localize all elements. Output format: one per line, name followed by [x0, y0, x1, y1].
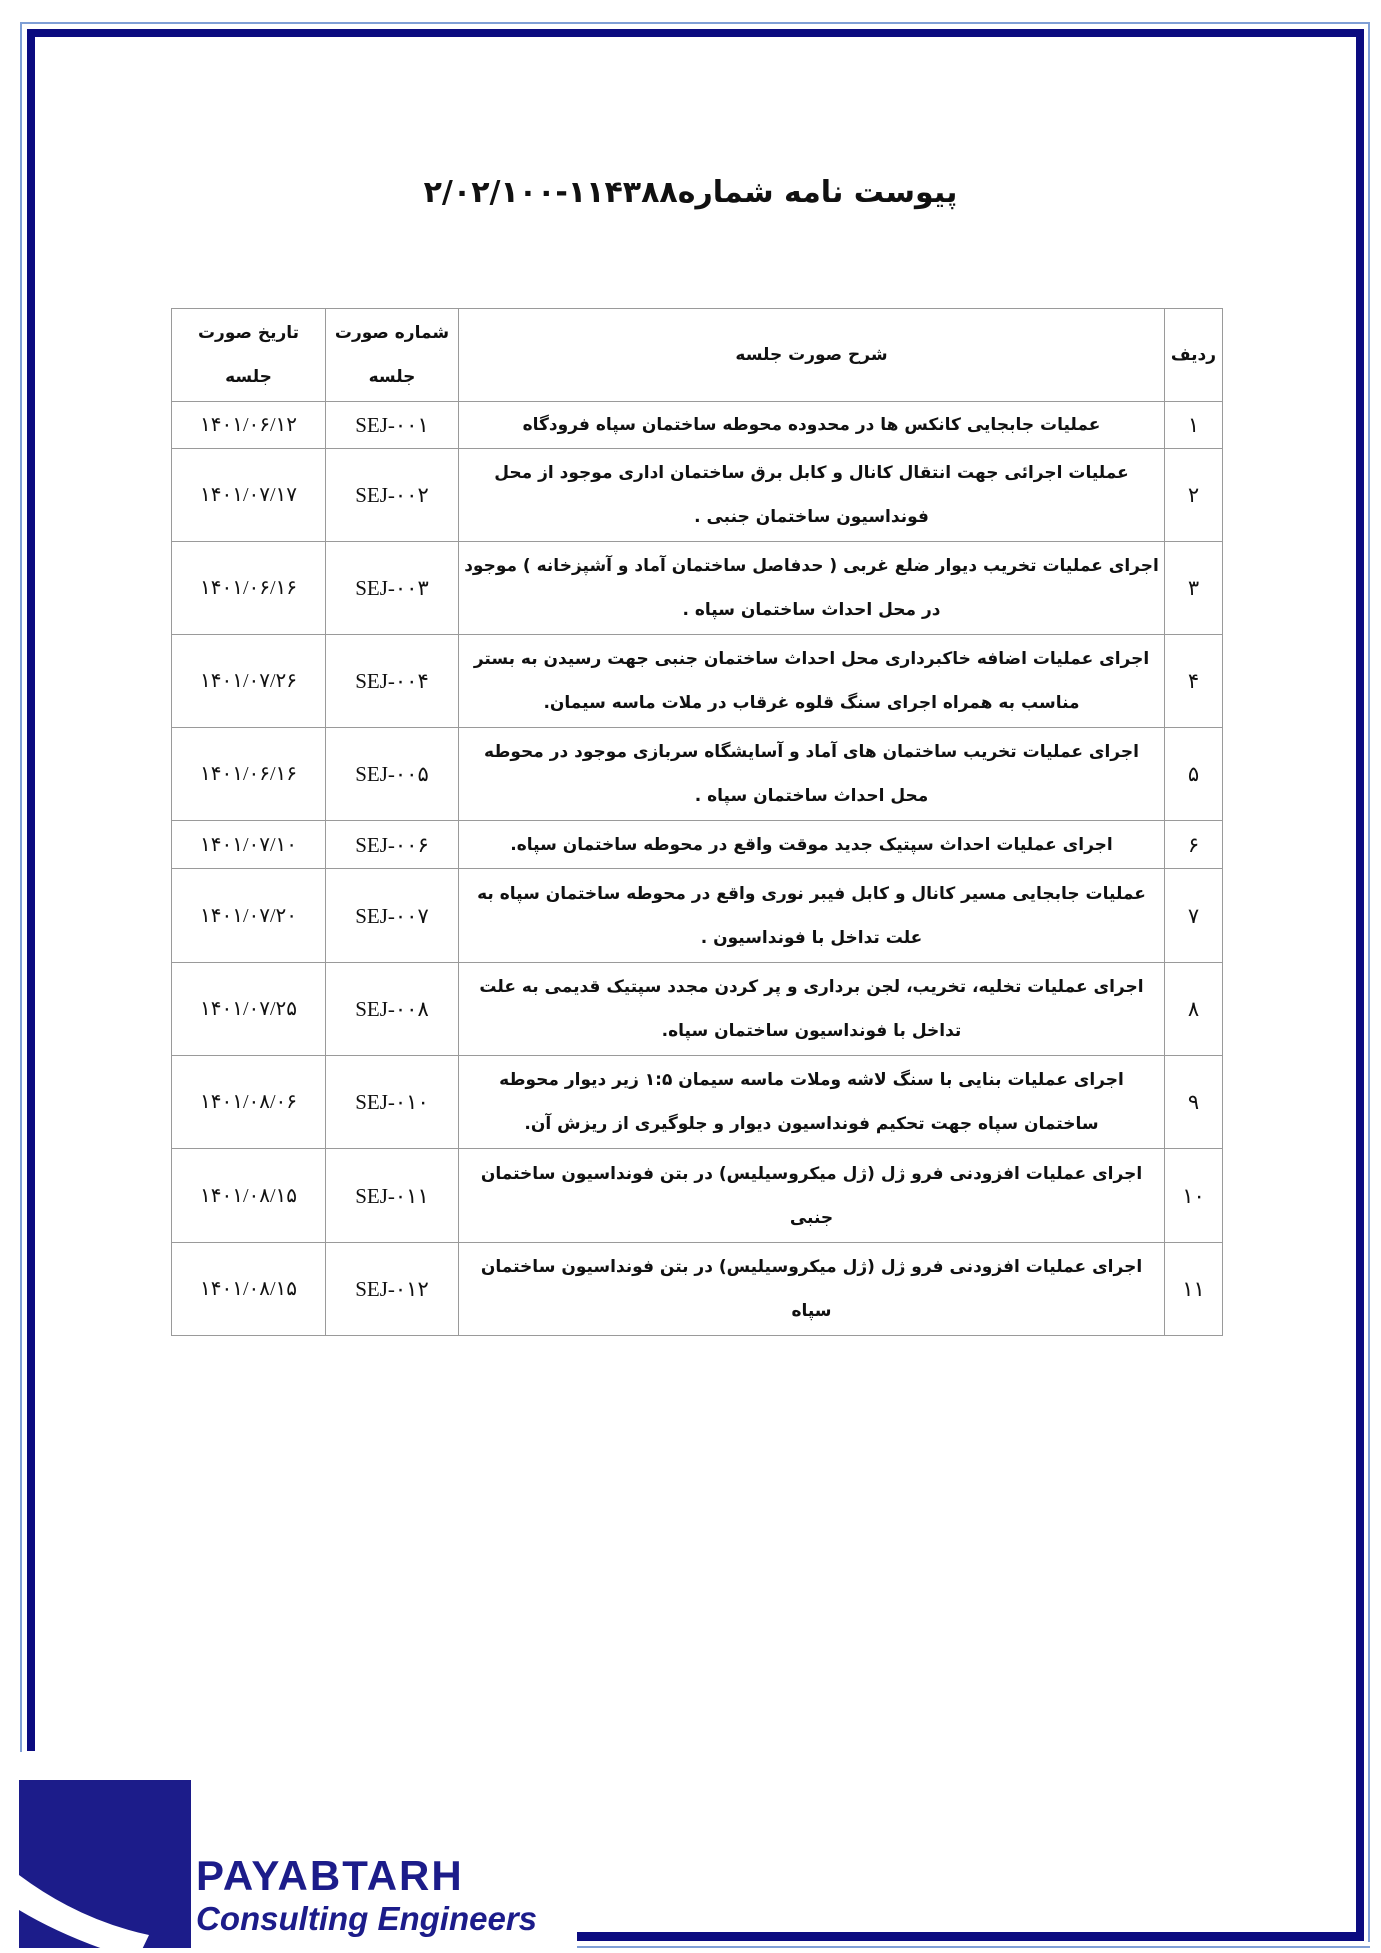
row-minutes-number: SEJ-۰۰۴ [326, 635, 459, 728]
row-number: ۴ [1165, 635, 1223, 728]
table-row [172, 635, 1223, 728]
row-date: ۱۴۰۱/۰۷/۲۵ [172, 963, 326, 1056]
row-minutes-number: SEJ-۰۱۲ [326, 1243, 459, 1336]
row-minutes-number: SEJ-۰۰۵ [326, 728, 459, 821]
row-date: ۱۴۰۱/۰۶/۱۲ [172, 402, 326, 449]
row-description: اجرای عملیات تخریب ساختمان های آماد و آسایشگاه سربازی موجود در محوطه محل احداث ساختمان سپاه . [459, 728, 1165, 821]
row-number: ۶ [1165, 821, 1223, 869]
row-number: ۲ [1165, 449, 1223, 542]
header-description: شرح صورت جلسه [459, 309, 1165, 402]
table-row [172, 963, 1223, 1056]
page-title: پیوست نامه شماره۱۱۴۳۸۸-۲/۰۲/۱۰۰ [423, 175, 958, 210]
row-date: ۱۴۰۱/۰۸/۱۵ [172, 1149, 326, 1243]
row-minutes-number: SEJ-۰۰۲ [326, 449, 459, 542]
row-minutes-number: SEJ-۰۰۷ [326, 869, 459, 963]
row-number: ۱۱ [1165, 1243, 1223, 1336]
row-date: ۱۴۰۱/۰۷/۲۰ [172, 869, 326, 963]
row-minutes-number: SEJ-۰۱۱ [326, 1149, 459, 1243]
row-description: عملیات اجرائی جهت انتقال کانال و کابل برق ساختمان اداری موجود از محل فونداسیون ساختمان جنبی . [459, 449, 1165, 542]
table-row [172, 821, 1223, 869]
row-date: ۱۴۰۱/۰۸/۰۶ [172, 1056, 326, 1149]
row-number: ۳ [1165, 542, 1223, 635]
table-row [172, 1056, 1223, 1149]
row-number: ۱۰ [1165, 1149, 1223, 1243]
company-tagline: Consulting Engineers [196, 1900, 538, 1937]
logo-swoosh-icon [19, 1780, 191, 1948]
table-row [172, 402, 1223, 449]
header-number: شماره صورت جلسه [326, 309, 459, 402]
frame-left [27, 29, 35, 1751]
minutes-table [171, 308, 1223, 1336]
row-date: ۱۴۰۱/۰۶/۱۶ [172, 542, 326, 635]
table-row [172, 542, 1223, 635]
row-description: اجرای عملیات افزودنی فرو ژل (ژل میکروسیلیس) در بتن فونداسیون ساختمان جنبی [459, 1149, 1165, 1243]
frame-bottom-thin [577, 1946, 1370, 1948]
frame-right [1356, 29, 1364, 1941]
row-date: ۱۴۰۱/۰۷/۱۰ [172, 821, 326, 869]
row-description: اجرای عملیات اضافه خاکبرداری محل احداث ساختمان جنبی جهت رسیدن به بستر مناسب به همراه اجرای سنگ قلوه غرقاب در ملات ماسه سیمان. [459, 635, 1165, 728]
company-name: PAYABTARH [196, 1852, 464, 1899]
row-number: ۱ [1165, 402, 1223, 449]
table-header-row [172, 309, 1223, 402]
table-row [172, 869, 1223, 963]
frame-bottom [577, 1932, 1364, 1941]
row-description: اجرای عملیات بنایی با سنگ لاشه وملات ماسه سیمان ۱:۵ زیر دیوار محوطه ساختمان سپاه جهت تحکیم فونداسیون دیوار و جلوگیری از ریزش آن. [459, 1056, 1165, 1149]
row-description: عملیات جابجایی مسیر کانال و کابل فیبر نوری واقع در محوطه ساختمان سپاه به علت تداخل با فونداسیون . [459, 869, 1165, 963]
company-logo [19, 1780, 191, 1948]
table-row [172, 1243, 1223, 1336]
frame-left-thin [20, 22, 22, 1752]
table-row [172, 1149, 1223, 1243]
row-minutes-number: SEJ-۰۱۰ [326, 1056, 459, 1149]
row-number: ۹ [1165, 1056, 1223, 1149]
row-date: ۱۴۰۱/۰۸/۱۵ [172, 1243, 326, 1336]
row-date: ۱۴۰۱/۰۷/۲۶ [172, 635, 326, 728]
table-row [172, 728, 1223, 821]
table-row [172, 449, 1223, 542]
row-number: ۷ [1165, 869, 1223, 963]
header-date: تاریخ صورت جلسه [172, 309, 326, 402]
header-row-no: ردیف [1165, 309, 1223, 402]
row-description: اجرای عملیات تخلیه، تخریب، لجن برداری و پر کردن مجدد سپتیک قدیمی به علت تداخل با فونداسیون ساختمان سپاه. [459, 963, 1165, 1056]
row-date: ۱۴۰۱/۰۶/۱۶ [172, 728, 326, 821]
row-minutes-number: SEJ-۰۰۶ [326, 821, 459, 869]
row-description: عملیات جابجایی کانکس ها در محدوده محوطه ساختمان سپاه فرودگاه [459, 402, 1165, 449]
row-minutes-number: SEJ-۰۰۳ [326, 542, 459, 635]
row-description: اجرای عملیات افزودنی فرو ژل (ژل میکروسیلیس) در بتن فونداسیون ساختمان سپاه [459, 1243, 1165, 1336]
row-description: اجرای عملیات تخریب دیوار ضلع غربی ( حدفاصل ساختمان آماد و آشپزخانه ) موجود در محل احداث ساختمان سپاه . [459, 542, 1165, 635]
frame-right-thin [1368, 22, 1370, 1942]
row-number: ۵ [1165, 728, 1223, 821]
row-number: ۸ [1165, 963, 1223, 1056]
frame-top [28, 29, 1364, 37]
row-date: ۱۴۰۱/۰۷/۱۷ [172, 449, 326, 542]
frame-top-thin [20, 22, 1368, 24]
row-minutes-number: SEJ-۰۰۱ [326, 402, 459, 449]
row-description: اجرای عملیات احداث سپتیک جدید موقت واقع در محوطه ساختمان سپاه. [459, 821, 1165, 869]
row-minutes-number: SEJ-۰۰۸ [326, 963, 459, 1056]
